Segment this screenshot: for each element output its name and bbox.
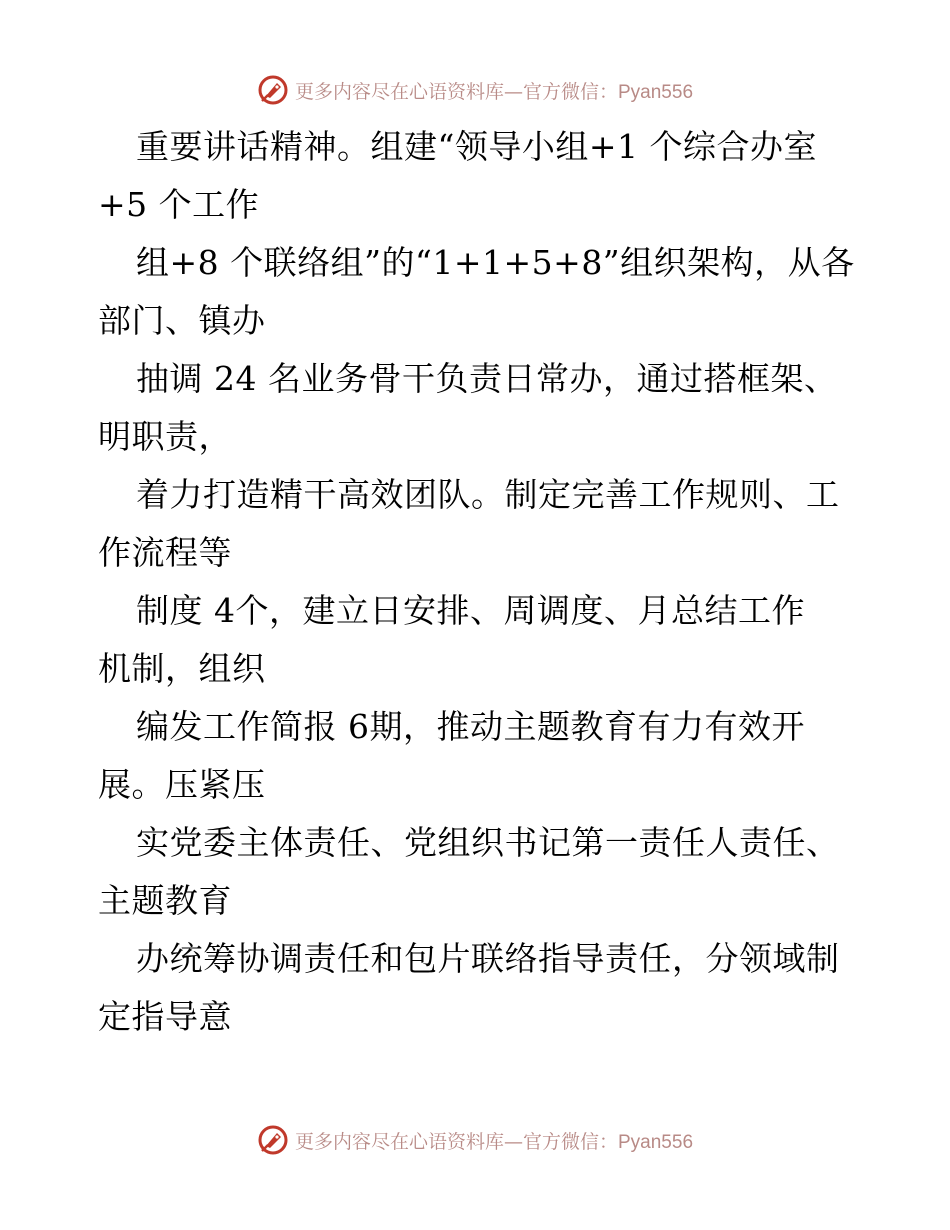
body-line: +5 个工作 <box>98 185 260 224</box>
body-line: 办统筹协调责任和包片联络指导责任，分领域制 <box>136 939 840 978</box>
footer-banner <box>0 1122 950 1158</box>
body-line: 定指导意 <box>98 997 232 1036</box>
footer-brand-text: 更多内容尽在心语资料库 <box>294 1130 504 1153</box>
header-banner <box>0 72 950 108</box>
footer-separator: — <box>503 1130 523 1153</box>
body-line: 抽调 24 名业务骨干负责日常办，通过搭框架、 <box>136 359 838 398</box>
header-separator: — <box>503 80 523 103</box>
header-text <box>295 77 693 104</box>
pen-nib-logo-icon <box>257 74 289 106</box>
header-brand-text: 更多内容尽在心语资料库 <box>294 80 504 103</box>
footer-text <box>295 1127 693 1154</box>
footer-wechat-id: Pyan556 <box>618 1131 694 1153</box>
footer-wechat-label: 官方微信： <box>522 1130 618 1153</box>
body-line: 组+8 个联络组”的“1+1+5+8”组织架构，从各 <box>136 243 855 282</box>
body-line: 着力打造精干高效团队。制定完善工作规则、工 <box>136 475 840 514</box>
body-line: 重要讲话精神。组建“领导小组+1 个综合办室 <box>136 127 818 166</box>
body-line: 明职责， <box>98 417 232 456</box>
body-line: 编发工作简报 6期，推动主题教育有力有效开 <box>136 707 805 746</box>
header-wechat-label: 官方微信： <box>522 80 618 103</box>
body-line: 作流程等 <box>98 533 232 572</box>
body-line: 机制，组织 <box>98 649 266 688</box>
body-line: 实党委主体责任、党组织书记第一责任人责任、 <box>136 823 840 862</box>
body-line: 展。压紧压 <box>98 765 266 804</box>
header-wechat-id: Pyan556 <box>618 81 694 103</box>
body-line: 制度 4个，建立日安排、周调度、月总结工作 <box>136 591 805 630</box>
pen-nib-logo-icon <box>257 1124 289 1156</box>
body-line: 主题教育 <box>98 881 232 920</box>
body-line: 部门、镇办 <box>98 301 266 340</box>
